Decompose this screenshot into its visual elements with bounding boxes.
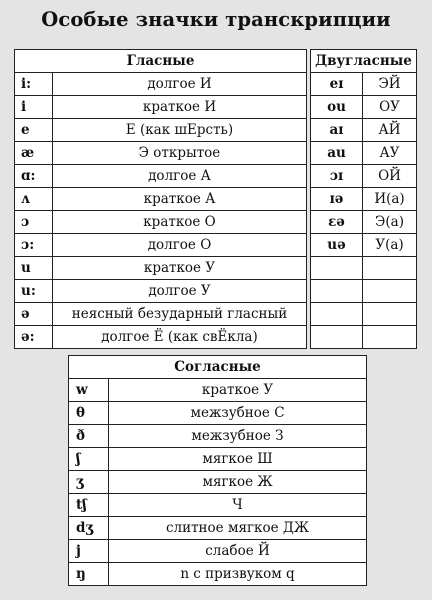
vowel-symbol: ɔ:: [15, 234, 53, 257]
vowel-description: долгое И: [53, 73, 307, 96]
table-row: [15, 303, 417, 326]
consonant-description: слитное мягкое ДЖ: [109, 517, 367, 540]
vowel-description: краткое А: [53, 188, 307, 211]
vowel-symbol: ʌ: [15, 188, 53, 211]
table-row: [69, 425, 367, 448]
vowel-description: Е (как шЕрсть): [53, 119, 307, 142]
vowel-symbol: i:: [15, 73, 53, 96]
vowel-description: долгое О: [53, 234, 307, 257]
table-row: [15, 280, 417, 303]
empty-cell: [363, 303, 417, 326]
table-row: [15, 326, 417, 349]
table-row: [69, 563, 367, 586]
vowel-symbol: ɔ: [15, 211, 53, 234]
empty-cell: [363, 280, 417, 303]
vowels-header: Гласные: [15, 50, 307, 73]
empty-cell: [311, 326, 363, 349]
table-row: [69, 540, 367, 563]
table-row: [15, 96, 417, 119]
vowel-description: краткое У: [53, 257, 307, 280]
consonant-description: мягкое Ш: [109, 448, 367, 471]
vowel-description: неясный безударный гласный: [53, 303, 307, 326]
vowel-symbol: ɑ:: [15, 165, 53, 188]
table-row: [69, 471, 367, 494]
table-row: [15, 188, 417, 211]
table-row: [15, 165, 417, 188]
vowel-description: краткое О: [53, 211, 307, 234]
vowel-description: долгое Ё (как свЁкла): [53, 326, 307, 349]
diphthong-symbol: eɪ: [311, 73, 363, 96]
consonant-description: слабое Й: [109, 540, 367, 563]
table-row: [15, 73, 417, 96]
vowels-diphthongs-table: [14, 49, 417, 349]
consonant-description: межзубное С: [109, 402, 367, 425]
empty-cell: [311, 257, 363, 280]
consonant-symbol: θ: [69, 402, 109, 425]
diphthong-symbol: ɪə: [311, 188, 363, 211]
table-row: [15, 234, 417, 257]
vowel-description: долгое У: [53, 280, 307, 303]
consonant-description: мягкое Ж: [109, 471, 367, 494]
consonant-symbol: j: [69, 540, 109, 563]
consonant-symbol: ʒ: [69, 471, 109, 494]
consonants-header: Согласные: [69, 356, 367, 379]
page-title: Особые значки транскрипции: [41, 8, 391, 31]
vowel-symbol: ə: [15, 303, 53, 326]
diphthong-value: АЙ: [363, 119, 417, 142]
vowel-symbol: ə:: [15, 326, 53, 349]
diphthong-value: ОУ: [363, 96, 417, 119]
vowel-symbol: e: [15, 119, 53, 142]
diphthong-value: Э(а): [363, 211, 417, 234]
diphthong-symbol: aɪ: [311, 119, 363, 142]
table-row: [69, 402, 367, 425]
table-row: [15, 211, 417, 234]
empty-cell: [311, 303, 363, 326]
consonant-description: межзубное З: [109, 425, 367, 448]
consonant-symbol: tʃ: [69, 494, 109, 517]
consonant-symbol: w: [69, 379, 109, 402]
table-row: [69, 448, 367, 471]
vowel-symbol: i: [15, 96, 53, 119]
consonant-symbol: ð: [69, 425, 109, 448]
vowel-description: краткое И: [53, 96, 307, 119]
table-row: [15, 119, 417, 142]
diphthong-symbol: ɛə: [311, 211, 363, 234]
table-row: [69, 517, 367, 540]
diphthong-symbol: uə: [311, 234, 363, 257]
consonant-symbol: ʃ: [69, 448, 109, 471]
vowel-symbol: u:: [15, 280, 53, 303]
diphthong-value: ОЙ: [363, 165, 417, 188]
empty-cell: [363, 326, 417, 349]
diphthongs-header: Двугласные: [311, 50, 417, 73]
consonants-table: [68, 355, 367, 586]
diphthong-symbol: ɔɪ: [311, 165, 363, 188]
consonant-symbol: dʒ: [69, 517, 109, 540]
empty-cell: [311, 280, 363, 303]
diphthong-symbol: au: [311, 142, 363, 165]
diphthong-value: У(а): [363, 234, 417, 257]
vowel-symbol: u: [15, 257, 53, 280]
diphthong-value: ЭЙ: [363, 73, 417, 96]
vowel-symbol: æ: [15, 142, 53, 165]
vowel-description: долгое А: [53, 165, 307, 188]
diphthong-value: И(а): [363, 188, 417, 211]
consonant-description: n с призвуком q: [109, 563, 367, 586]
table-row: [15, 257, 417, 280]
consonant-description: краткое У: [109, 379, 367, 402]
table-row: [15, 142, 417, 165]
consonant-description: Ч: [109, 494, 367, 517]
empty-cell: [363, 257, 417, 280]
vowel-description: Э открытое: [53, 142, 307, 165]
diphthong-value: АУ: [363, 142, 417, 165]
table-row: [69, 379, 367, 402]
table-row: [69, 494, 367, 517]
consonant-symbol: ŋ: [69, 563, 109, 586]
diphthong-symbol: ou: [311, 96, 363, 119]
